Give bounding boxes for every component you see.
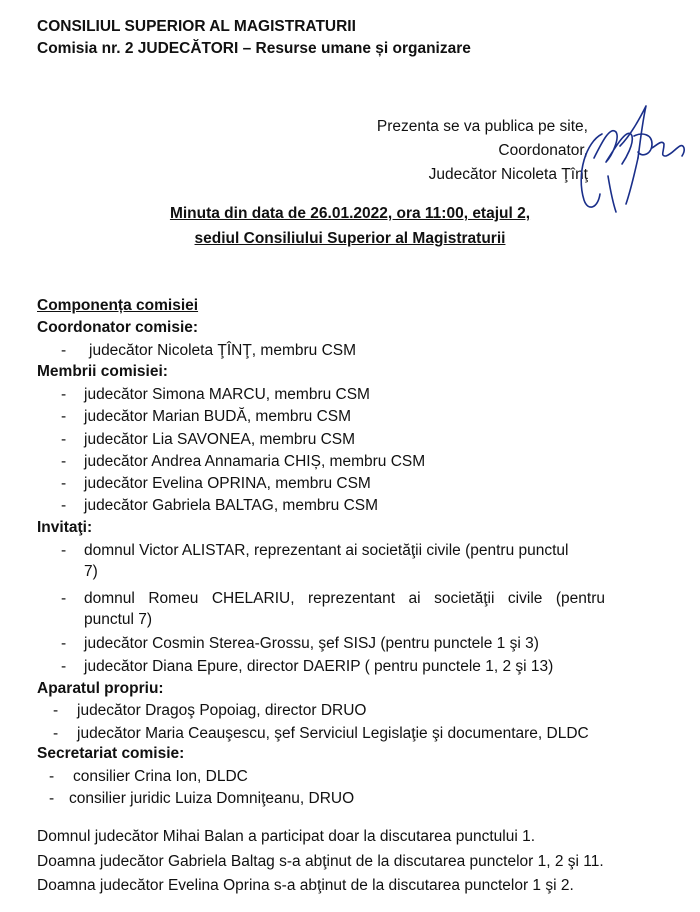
list-dash: - xyxy=(61,497,67,514)
list-dash: - xyxy=(61,542,67,559)
invitat-item: domnul Romeu CHELARIU, reprezentant ai societăţii civile (pentru xyxy=(84,590,605,607)
member-item: judecător Andrea Annamaria CHIȘ, membru CSM xyxy=(84,453,426,470)
member-item: judecător Marian BUDĂ, membru CSM xyxy=(84,408,352,425)
commission-name: Comisia nr. 2 JUDECĂTORI – Resurse umane și organizare xyxy=(37,40,471,57)
list-dash: - xyxy=(61,431,67,448)
coordinator-item: judecător Nicoleta ŢÎNŢ, membru CSM xyxy=(89,342,357,359)
member-item: judecător Gabriela BALTAG, membru CSM xyxy=(84,497,379,514)
note-line: Domnul judecător Mihai Balan a participat doar la discutarea punctului 1. xyxy=(37,828,536,845)
note-line: Doamna judecător Evelina Oprina s-a abţinut de la discutarea punctelor 1 şi 2. xyxy=(37,877,574,894)
coordinator-heading: Coordonator comisie: xyxy=(37,319,199,336)
note-line: Doamna judecător Gabriela Baltag s-a abţinut de la discutarea punctelor 1, 2 şi 11. xyxy=(37,853,604,870)
list-dash: - xyxy=(61,590,67,607)
list-dash: - xyxy=(61,475,67,492)
minuta-location: sediul Consiliului Superior al Magistraturii xyxy=(194,230,506,247)
list-dash: - xyxy=(61,386,67,403)
aparat-item: judecător Dragoş Popoiag, director DRUO xyxy=(77,702,367,719)
secretariat-item: consilier juridic Luiza Domniţeanu, DRUO xyxy=(69,790,355,807)
aparat-item: judecător Maria Ceauşescu, şef Serviciul Legislaţie şi documentare, DLDC xyxy=(77,725,589,742)
members-heading: Membrii comisiei: xyxy=(37,363,168,380)
invitat-item-continuation: 7) xyxy=(84,563,98,580)
member-item: judecător Simona MARCU, membru CSM xyxy=(84,386,370,403)
list-dash: - xyxy=(53,702,59,719)
institution-name: CONSILIUL SUPERIOR AL MAGISTRATURII xyxy=(37,18,356,35)
coordinator-name: Judecător Nicoleta Ţînţ xyxy=(428,166,588,183)
minuta-title: Minuta din data de 26.01.2022, ora 11:00, etajul 2, xyxy=(169,205,531,222)
invitat-item: judecător Diana Epure, director DAERIP ( pentru punctele 1, 2 şi 13) xyxy=(84,658,554,675)
list-dash: - xyxy=(53,725,59,742)
secretariat-heading: Secretariat comisie: xyxy=(37,745,185,762)
invitati-heading: Invitaţi: xyxy=(37,519,93,536)
list-dash: - xyxy=(61,408,67,425)
list-dash: - xyxy=(61,342,67,359)
invitat-item-continuation: punctul 7) xyxy=(84,611,153,628)
member-item: judecător Lia SAVONEA, membru CSM xyxy=(84,431,356,448)
member-item: judecător Evelina OPRINA, membru CSM xyxy=(84,475,371,492)
publication-note: Prezenta se va publica pe site, xyxy=(376,118,588,135)
invitat-item: domnul Victor ALISTAR, reprezentant ai societăţii civile (pentru punctul xyxy=(84,542,569,559)
list-dash: - xyxy=(49,768,55,785)
list-dash: - xyxy=(61,635,67,652)
aparat-heading: Aparatul propriu: xyxy=(37,680,164,697)
secretariat-item: consilier Crina Ion, DLDC xyxy=(73,768,248,785)
invitat-item: judecător Cosmin Sterea-Grossu, şef SISJ (pentru punctele 1 şi 3) xyxy=(84,635,539,652)
publication-block xyxy=(377,117,588,189)
componenta-heading: Componența comisiei xyxy=(37,297,199,314)
list-dash: - xyxy=(61,453,67,470)
coordinator-title: Coordonator, xyxy=(498,142,588,159)
list-dash: - xyxy=(61,658,67,675)
list-dash: - xyxy=(49,790,55,807)
